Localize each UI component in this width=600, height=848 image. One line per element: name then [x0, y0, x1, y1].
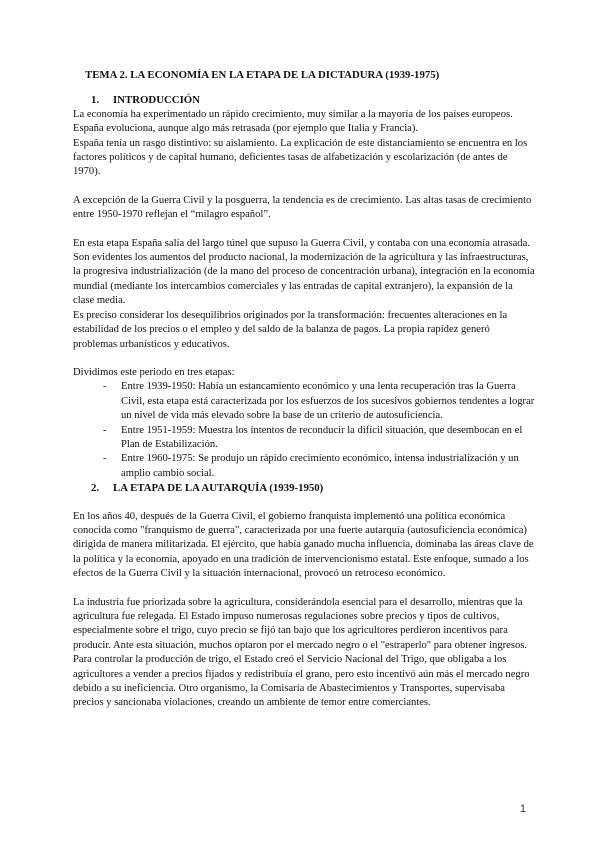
paragraph: Dividimos este periodo en tres etapas:: [73, 366, 235, 378]
section-heading-autarquia: [91, 481, 536, 495]
section-title: INTRODUCCIÓN: [113, 94, 200, 107]
stages-list: [73, 380, 536, 481]
paragraph: En los años 40, después de la Guerra Civil, el gobierno franquista implementó una política económica conocida como "franquismo de guerra", caracterizada por una fuerte autarquía (autosuficiencia económica) dirigida de manera militarizada. El ejército, que había ganado mucha influencia, dominaba las áreas clave de la política y la economía, apoyado en una tradición de intervencionismo estatal. Este enfoque, sumado a los efectos de la Guerra Civil y la situación internacional, provocó un retroceso económico.: [73, 510, 534, 580]
list-item: - Entre 1939-1950: Había un estancamiento económico y una lenta recuperación tras la Guerra Civil, esta etapa está caracterizada por los esfuerzos de los sucesivos gobiernos tendentes a lograr un nivel de vida más elevado sobre la base de un criterio de autosuficiencia.: [103, 381, 535, 422]
list-item-text: Entre 1960-1975: Se produjo un rápido crecimiento económico, intensa industrialización y un amplio cambio social.: [121, 453, 519, 479]
document-title: TEMA 2. LA ECONOMÍA EN LA ETAPA DE LA DICTADURA (1939-1975): [85, 69, 440, 81]
section-heading-introduccion: [91, 93, 536, 107]
section-title: LA ETAPA DE LA AUTARQUÍA (1939-1950): [113, 482, 324, 495]
section-number: 2.: [91, 482, 100, 495]
section-number: 1.: [91, 94, 100, 107]
paragraph: La industria fue priorizada sobre la agricultura, considerándola esencial para el desarrollo, mientras que la agricultura fue relegada. El Estado impuso numerosas regulaciones sobre precios y tipos de cultivos, especialmente sobre el trigo, cuyo precio se fijó tan bajo que los agricultores perdieron incentivos para producir. Ante esta situación, muchos optaron por el mercado negro o el "estraperlo" para obtener ingresos. Para controlar la producción de trigo, el Estado creó el Servicio Nacional del Trigo, que obligaba a los agricultores a vender a precios fijados y redistribuía el grano, pero esto incentivó aún más el mercado negro debido a su ineficiencia. Otro organismo, la Comisaría de Abastecimientos y Transportes, supervisaba precios y sancionaba violaciones, creando un ambiente de temor entre comerciantes.: [73, 596, 530, 709]
paragraph: España tenía un rasgo distintivo: su aislamiento. La explicación de este distanciamiento se encuentra en los factores políticos y de capital humano, deficientes tasas de alfabetización y escolarización (de antes de 1970).: [73, 137, 528, 178]
page-number: 1: [519, 802, 526, 815]
paragraph: A excepción de la Guerra Civil y la posguerra, la tendencia es de crecimiento. Las altas tasas de crecimiento entre 1950-1970 reflejan el “milagro español”.: [73, 194, 532, 221]
list-item-text: Entre 1939-1950: Había un estancamiento económico y una lenta recuperación tras la Guerra Civil, esta etapa está caracterizada por los esfuerzos de los sucesivos gobiernos tendentes a lograr un nivel de vida más elevado sobre la base de un criterio de autosuficiencia.: [121, 381, 535, 422]
paragraph: La economía ha experimentado un rápido crecimiento, muy similar a la mayoría de los países europeos. España evoluciona, aunque algo más retrasada (por ejemplo que Italia y Francia).: [73, 108, 513, 135]
list-item-text: Entre 1951-1959: Muestra los intentos de reconducir la difícil situación, que desembocan en el Plan de Estabilización.: [121, 424, 523, 450]
list-item: - Entre 1951-1959: Muestra los intentos de reconducir la difícil situación, que desembocan en el Plan de Estabilización.: [103, 424, 523, 450]
paragraph: Es preciso considerar los desequilibrios originados por la transformación: frecuentes alteraciones en la estabilidad de los precios o el empleo y del saldo de la balanza de pagos. La propia rapidez generó problemas urbanísticos y educativos.: [73, 309, 508, 350]
list-item: - Entre 1960-1975: Se produjo un rápido crecimiento económico, intensa industrialización y un amplio cambio social.: [103, 453, 519, 479]
paragraph: En esta etapa España salía del largo túnel que supuso la Guerra Civil, y contaba con una economía atrasada. Son evidentes los aumentos del producto nacional, la modernización de la agricultura y las infraestructuras, la progresiva industrialización (de la mano del proceso de concentración urbana), integración en la economía mundial (mediante los intercambios comerciales y las entradas de capital extranjero), la expansión de la clase media.: [73, 237, 535, 307]
